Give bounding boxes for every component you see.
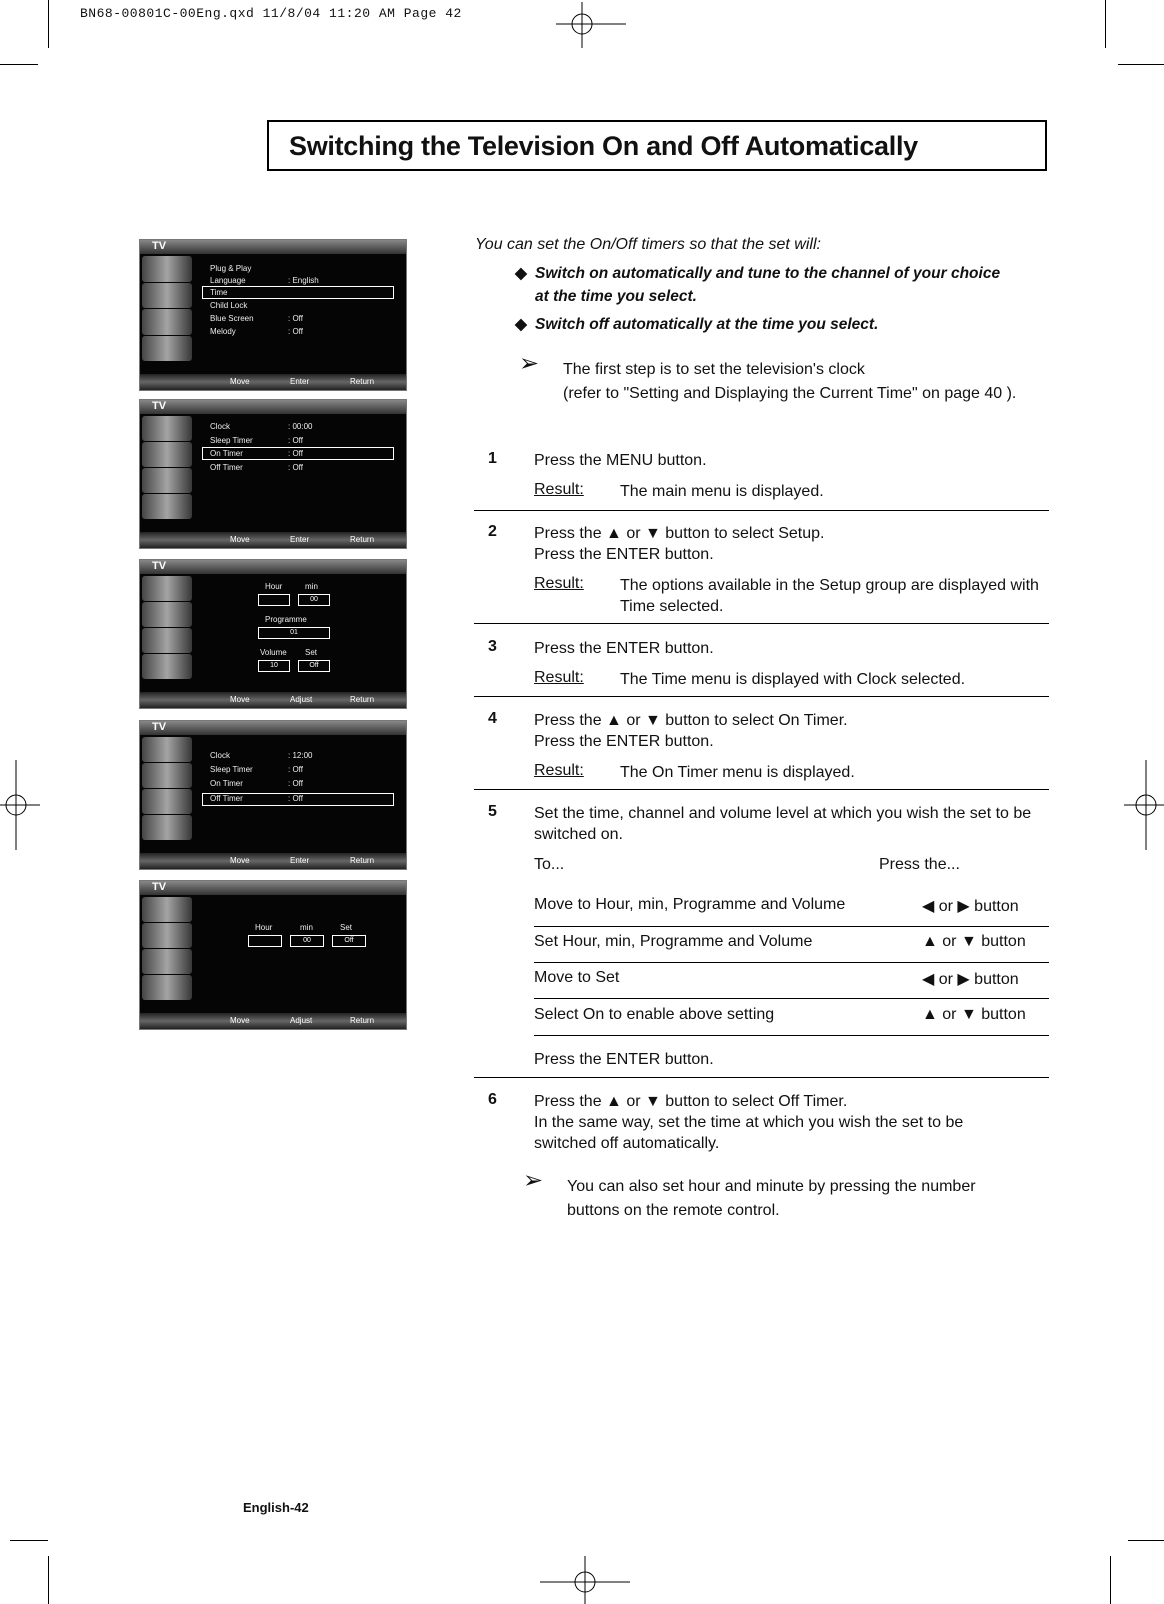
table-divider: [534, 1035, 1049, 1036]
tv-footer: Move Enter Return: [140, 532, 406, 548]
menu-value: : Off: [288, 436, 303, 445]
crop-mark: [10, 1540, 48, 1541]
table-row: Set Hour, min, Programme and Volume ▲ or ▼ button: [534, 933, 1026, 950]
programme-label: Programme: [265, 615, 307, 624]
menu-item: On Timer: [210, 449, 243, 458]
min-label: min: [300, 923, 313, 932]
menu-item: Off Timer: [210, 794, 243, 803]
registration-mark-bottom: [540, 1556, 630, 1604]
step-3: 3 Press the ENTER button. Result: The Time menu is displayed with Clock selected.: [488, 638, 966, 688]
crop-mark: [48, 0, 49, 48]
tv-screen-time-menu-off: [139, 720, 407, 870]
step-1: 1 Press the MENU button. Result: The main menu is displayed.: [488, 450, 824, 500]
menu-value: : Off: [288, 449, 303, 458]
menu-item: Plug & Play: [210, 264, 252, 273]
step-5: 5 Set the time, channel and volume level at which you wish the set to be switched on.: [488, 803, 1032, 843]
table-row: Move to Set ◀ or ▶ button: [534, 969, 1019, 988]
step-4: 4 Press the ▲ or ▼ button to select On Timer. Press the ENTER button. Result: The On Timer menu is displayed.: [488, 710, 855, 781]
crop-mark: [1105, 0, 1106, 48]
step-6: 6 Press the ▲ or ▼ button to select Off Timer. In the same way, set the time at which you wish the set to be switched off automatically.: [488, 1091, 964, 1152]
menu-value: : Off: [288, 314, 303, 323]
table-header-to: To...: [534, 856, 565, 873]
enter-instruction: Press the ENTER button.: [534, 1051, 714, 1068]
diamond-bullet-icon: ◆: [515, 316, 527, 333]
page-footer: English-42: [243, 1500, 309, 1515]
set-label: Set: [305, 648, 318, 657]
bullet-item: ◆ Switch off automatically at the time you select.: [535, 313, 1015, 336]
min-box: 00: [298, 594, 330, 606]
menu-item: Sleep Timer: [210, 436, 253, 445]
note-arrow-icon: ➢: [519, 350, 540, 377]
title-box: [267, 120, 1047, 171]
note-arrow-icon: ➢: [523, 1167, 544, 1194]
crop-mark: [0, 64, 38, 65]
menu-value: : Off: [288, 765, 303, 774]
tv-screen-on-timer: [139, 559, 407, 709]
tv-label: TV: [152, 721, 167, 733]
divider: [474, 623, 1049, 624]
intro-text: You can set the On/Off timers so that the set will:: [475, 236, 821, 253]
divider: [474, 1077, 1049, 1078]
menu-item: Language: [210, 276, 246, 285]
programme-box: 01: [258, 627, 330, 639]
file-header: BN68-00801C-00Eng.qxd 11/8/04 11:20 AM Page 42: [80, 6, 462, 21]
tv-label: TV: [152, 560, 167, 572]
crop-mark: [1110, 1556, 1111, 1604]
menu-item: Sleep Timer: [210, 765, 253, 774]
menu-item: Clock: [210, 422, 231, 431]
divider: [474, 789, 1049, 790]
hour-label: Hour: [255, 923, 273, 932]
tv-footer: Move Adjust Return: [140, 692, 406, 708]
volume-label: Volume: [260, 648, 287, 657]
registration-mark-right: [1124, 760, 1164, 850]
set-box: Off: [298, 660, 330, 672]
crop-mark: [48, 1556, 49, 1604]
menu-item: Melody: [210, 327, 236, 336]
registration-mark-top: [556, 2, 626, 48]
crop-mark: [1118, 64, 1164, 65]
diamond-bullet-icon: ◆: [515, 265, 527, 282]
set-box: Off: [332, 935, 366, 947]
crop-mark: [1128, 1540, 1164, 1541]
menu-value: : 00:00: [288, 422, 313, 431]
registration-mark-left: [0, 760, 40, 850]
divider: [474, 510, 1049, 511]
menu-item: Blue Screen: [210, 314, 254, 323]
menu-value: : Off: [288, 327, 303, 336]
tv-footer: Move Enter Return: [140, 853, 406, 869]
tv-label: TV: [152, 240, 167, 252]
tv-label: TV: [152, 881, 167, 893]
note-remote: ➢ You can also set hour and minute by pressing the number buttons on the remote control.: [523, 1167, 976, 1219]
bullet-item: ◆ Switch on automatically and tune to the channel of your choice at the time you select.: [535, 262, 1015, 308]
hour-label: Hour: [265, 582, 283, 591]
menu-item: On Timer: [210, 779, 243, 788]
tv-screen-setup-menu: [139, 239, 407, 391]
min-label: min: [305, 582, 318, 591]
note-clock: ➢ The first step is to set the television's clock (refer to "Setting and Displaying the Current Time" on page 40 ).: [519, 350, 1017, 402]
tv-footer: Move Adjust Return: [140, 1013, 406, 1029]
table-row: Select On to enable above setting ▲ or ▼ button: [534, 1006, 1026, 1023]
menu-value: : English: [288, 276, 319, 285]
step-2: 2 Press the ▲ or ▼ button to select Setup. Press the ENTER button. Result: The options available in the Setup group are displayed with Time selected.: [488, 523, 1039, 615]
tv-label: TV: [152, 400, 167, 412]
menu-item: Child Lock: [210, 301, 248, 310]
table-row: Move to Hour, min, Programme and Volume ◀ or ▶ button: [534, 896, 1019, 915]
min-box: 00: [290, 935, 324, 947]
tv-screen-off-timer: [139, 880, 407, 1030]
menu-value: : Off: [288, 779, 303, 788]
hour-box: [258, 594, 290, 606]
divider: [474, 696, 1049, 697]
menu-item: Time: [210, 288, 228, 297]
tv-screen-time-menu: [139, 399, 407, 549]
menu-value: : 12:00: [288, 751, 313, 760]
menu-item: Off Timer: [210, 463, 243, 472]
volume-box: 10: [258, 660, 290, 672]
menu-value: : Off: [288, 794, 303, 803]
table-header-press: Press the...: [879, 856, 960, 873]
menu-selection-highlight: [202, 286, 394, 299]
page-title: Switching the Television On and Off Automatically: [289, 131, 918, 161]
menu-value: : Off: [288, 463, 303, 472]
set-label: Set: [340, 923, 353, 932]
menu-item: Clock: [210, 751, 231, 760]
hour-box: [248, 935, 282, 947]
tv-footer: Move Enter Return: [140, 374, 406, 390]
